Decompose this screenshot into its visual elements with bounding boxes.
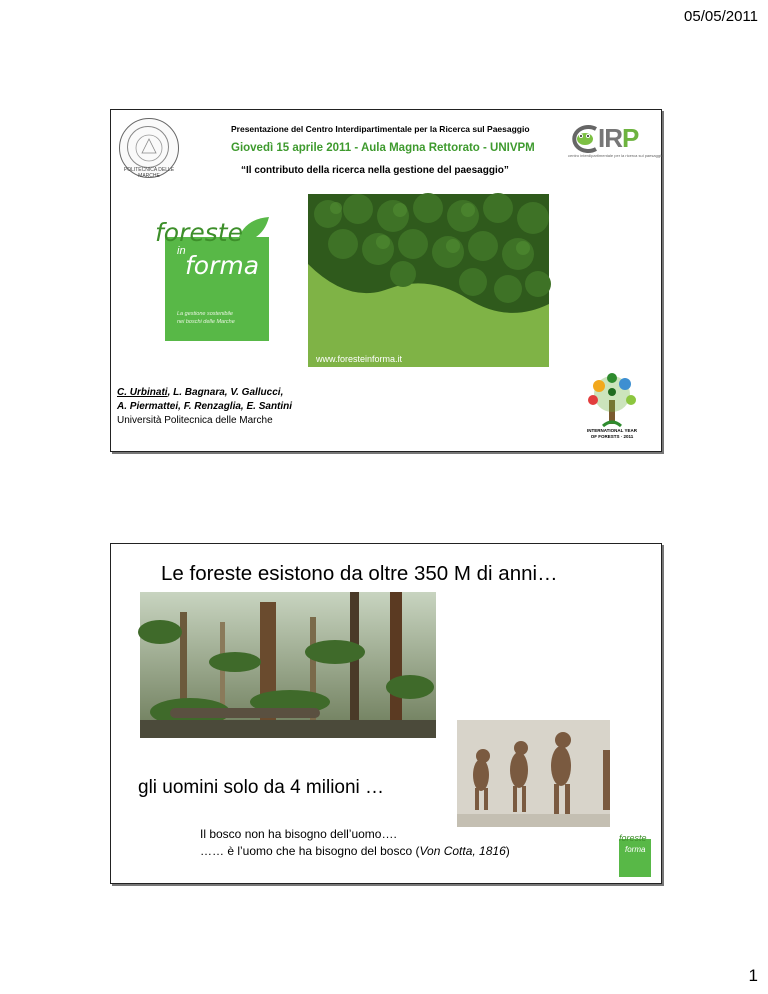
cirp-letter-p: P: [622, 123, 639, 153]
seal-text: POLITECNICA DELLE MARCHE: [123, 167, 175, 179]
forest-canopy-photo: [308, 194, 549, 367]
cirp-logo: [568, 123, 664, 159]
quote-citation: Von Cotta, 1816: [419, 844, 506, 858]
authors-block: [117, 386, 292, 428]
slide-2: [110, 543, 662, 884]
slide-title: Le foreste esistono da oltre 350 M di anni…: [161, 562, 558, 585]
cirp-letters: IR: [598, 123, 622, 153]
small-logo-forma: forma: [625, 845, 646, 854]
talk-title: “Il contributo della ricerca nella gestione del paesaggio”: [241, 165, 509, 176]
presentation-line: Presentazione del Centro Interdipartimentale per la Ricerca sul Paesaggio: [231, 124, 530, 134]
logo-tagline: La gestione sostenibile nei boschi delle Marche: [177, 311, 235, 325]
quote-line-1: Il bosco non ha bisogno dell’uomo….: [200, 827, 397, 841]
lead-author: C. Urbinati: [117, 387, 168, 398]
logo-forma: forma: [185, 251, 260, 280]
co-authors-2: A. Piermattei, F. Renzaglia, E. Santini: [117, 401, 293, 412]
university-name: Università Politecnica delle Marche: [117, 415, 273, 426]
quote-text: …… è l’uomo che ha bisogno del bosco (: [200, 844, 420, 858]
iyf-caption: INTERNATIONAL YEAR OF FORESTS · 2011: [586, 428, 637, 439]
international-year-forests-logo: [573, 370, 651, 444]
quote-close: ): [505, 844, 510, 858]
slide-subtitle: gli uomini solo da 4 milioni …: [138, 777, 385, 798]
page-number: 1: [748, 966, 758, 985]
quote-line-2: [200, 844, 510, 858]
human-evolution-image: [457, 720, 610, 827]
photo-url: www.foresteinforma.it: [316, 354, 403, 364]
small-logo-foreste: foreste: [619, 833, 647, 843]
foreste-in-forma-small-logo: [615, 833, 653, 877]
foreste-in-forma-logo: [125, 213, 271, 343]
event-date: Giovedì 15 aprile 2011 - Aula Magna Rettorato - UNIVPM: [231, 142, 535, 154]
logo-in: in: [177, 245, 186, 257]
header-date: 05/05/2011: [684, 8, 758, 25]
cirp-subtitle: centro interdipartimentale per la ricerca sul paesaggio: [568, 153, 664, 158]
cirp-frog-icon: [568, 123, 602, 153]
prehistoric-forest-image: [140, 592, 436, 738]
tree-people-icon: [573, 370, 651, 430]
logo-foreste: foreste: [155, 218, 243, 247]
slide-1: [110, 109, 662, 452]
university-seal-icon: [119, 118, 179, 178]
co-authors-1: , L. Bagnara, V. Gallucci,: [167, 387, 284, 398]
